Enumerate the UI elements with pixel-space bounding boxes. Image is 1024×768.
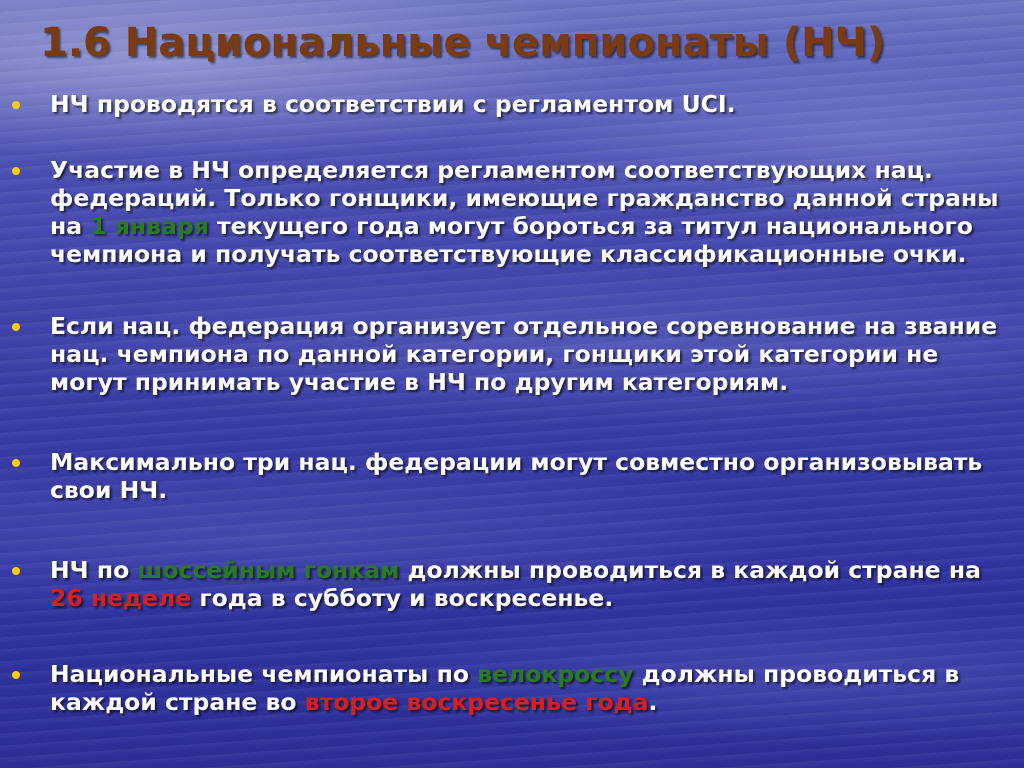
slide-title: 1.6 Национальные чемпионаты (НЧ) bbox=[40, 20, 886, 66]
bullet-text-part: Участие в НЧ определяется регламентом соответствующих нац. федераций. Только гонщики, имеющие гражданство данной страны на bbox=[50, 156, 999, 240]
bullet-item bbox=[12, 156, 1012, 268]
bullet-list bbox=[12, 90, 1012, 716]
bullet-text-part: должны проводиться в каждой стране на bbox=[399, 556, 981, 584]
bullet-item bbox=[12, 556, 1012, 612]
bullet-dot-icon bbox=[12, 671, 20, 679]
bullet-text: Если нац. федерация организует отдельное соревнование на звание нац. чемпиона по данной категории, гонщики этой категории не могут принимать участие в НЧ по другим категориям. bbox=[50, 312, 998, 396]
bullet-item bbox=[12, 448, 1012, 504]
bullet-text bbox=[50, 556, 1012, 612]
bullet-spacer bbox=[12, 396, 1012, 448]
bullet-dot-icon bbox=[12, 167, 20, 175]
bullet-dot-icon bbox=[12, 101, 20, 109]
bullet-text-part: текущего года могут бороться за титул национального чемпиона и получать соответствующие классификационные очки. bbox=[50, 212, 973, 268]
bullet-spacer bbox=[12, 268, 1012, 312]
bullet-spacer bbox=[12, 504, 1012, 556]
bullet-item bbox=[12, 312, 1012, 396]
bullet-spacer bbox=[12, 118, 1012, 156]
bullet-item bbox=[12, 90, 1012, 118]
bullet-text bbox=[50, 660, 1012, 716]
highlight-cyclocross: велокроссу bbox=[477, 660, 634, 688]
bullet-text: Максимально три нац. федерации могут совместно организовывать свои НЧ. bbox=[50, 448, 983, 504]
highlight-second-sunday: второе воскресенье года bbox=[304, 688, 649, 716]
highlight-road-racing: шоссейным гонкам bbox=[137, 556, 400, 584]
bullet-dot-icon bbox=[12, 459, 20, 467]
bullet-dot-icon bbox=[12, 323, 20, 331]
bullet-item bbox=[12, 660, 1012, 716]
bullet-text bbox=[50, 156, 1012, 268]
bullet-spacer bbox=[12, 612, 1012, 660]
highlight-date: 1 января bbox=[90, 212, 209, 240]
bullet-dot-icon bbox=[12, 567, 20, 575]
bullet-text-part: Национальные чемпионаты по bbox=[50, 660, 478, 688]
bullet-text-part: . bbox=[648, 688, 658, 716]
bullet-text-part: года в субботу и воскресенье. bbox=[191, 584, 614, 612]
bullet-text-part: должны проводиться в каждой стране во bbox=[50, 660, 960, 716]
highlight-week: 26 неделе bbox=[50, 584, 192, 612]
bullet-text: НЧ проводятся в соответствии с регламентом UCI. bbox=[50, 90, 736, 118]
bullet-text-part: НЧ по bbox=[50, 556, 138, 584]
